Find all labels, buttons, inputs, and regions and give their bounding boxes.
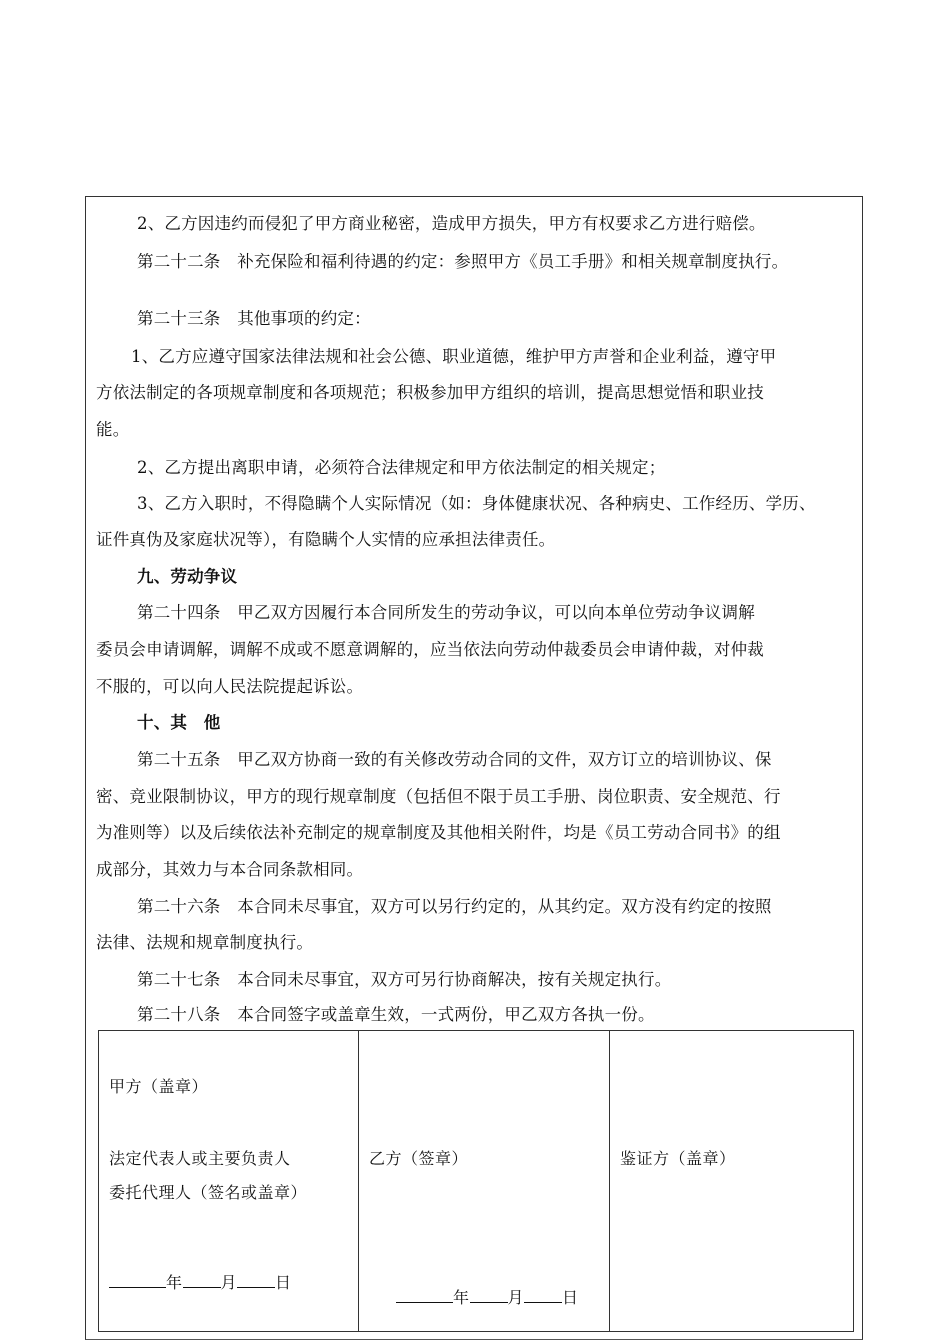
clause-text: 不服的，可以向人民法院提起诉讼。 [96,677,364,696]
clause-22: 第二十二条 补充保险和福利待遇的约定：参照甲方《员工手册》和相关规章制度执行。 [137,252,789,271]
clause-26: 第二十六条 本合同未尽事宜，双方可以另行约定的，从其约定。双方没有约定的按照 [137,897,772,916]
clause-text: 2、乙方提出离职申请，必须符合法律规定和甲方依法制定的相关规定； [137,458,666,477]
party-a-date [109,1273,292,1293]
clause-text: 证件真伪及家庭状况等），有隐瞒个人实情的应承担法律责任。 [96,530,556,549]
section-heading-other: 十、其 他 [137,713,221,732]
clause-text: 委员会申请调解，调解不成或不愿意调解的，应当依法向劳动仲裁委员会申请仲裁，对仲裁 [96,640,764,659]
clause-text: 成部分，其效力与本合同条款相同。 [96,860,364,879]
day-blank[interactable] [237,1273,275,1288]
month-blank[interactable] [183,1273,221,1288]
year-label: 年 [166,1273,183,1292]
year-label: 年 [453,1288,470,1307]
clause-text: 密、竞业限制协议，甲方的现行规章制度（包括但不限于员工手册、岗位职责、安全规范、行 [96,787,781,806]
month-label: 月 [220,1273,238,1292]
section-heading-labor-dispute: 九、劳动争议 [137,567,238,586]
clause-text: 2、乙方因违约而侵犯了甲方商业秘密，造成甲方损失，甲方有权要求乙方进行赔偿。 [137,214,766,233]
year-blank[interactable] [109,1273,166,1288]
party-b-cell [358,1031,609,1331]
signature-table [98,1030,854,1332]
year-blank[interactable] [396,1288,453,1303]
clause-text: 3、乙方入职时，不得隐瞒个人实际情况（如：身体健康状况、各种病史、工作经历、学历、 [137,494,816,513]
verifier-label: 鉴证方（盖章） [620,1149,736,1168]
clause-28: 第二十八条 本合同签字或盖章生效，一式两份，甲乙双方各执一份。 [137,1005,655,1024]
party-a-rep-label: 法定代表人或主要负责人 [109,1149,291,1168]
contract-page [85,196,863,1340]
party-a-agent-label: 委托代理人（签名或盖章） [109,1183,308,1202]
clause-text: 方依法制定的各项规章制度和各项规范；积极参加甲方组织的培训，提高思想觉悟和职业技 [96,383,764,402]
month-blank[interactable] [470,1288,508,1303]
party-a-cell [99,1031,358,1331]
party-a-label: 甲方（盖章） [109,1077,209,1096]
clause-25: 第二十五条 甲乙双方协商一致的有关修改劳动合同的文件，双方订立的培训协议、保 [137,750,772,769]
clause-text: 1、乙方应遵守国家法律法规和社会公德、职业道德，维护甲方声誉和企业利益，遵守甲 [131,347,777,366]
clause-23: 第二十三条 其他事项的约定： [137,309,371,328]
day-label: 日 [275,1273,292,1292]
clause-27: 第二十七条 本合同未尽事宜，双方可另行协商解决，按有关规定执行。 [137,970,672,989]
clause-text: 能。 [96,420,130,439]
clause-text: 为准则等）以及后续依法补充制定的规章制度及其他相关附件，均是《员工劳动合同书》的组 [96,823,781,842]
party-b-date [396,1288,579,1308]
party-b-label: 乙方（签章） [369,1149,469,1168]
day-blank[interactable] [524,1288,562,1303]
day-label: 日 [562,1288,579,1307]
verifier-cell [609,1031,853,1331]
clause-text: 法律、法规和规章制度执行。 [96,933,314,952]
month-label: 月 [507,1288,525,1307]
clause-24: 第二十四条 甲乙双方因履行本合同所发生的劳动争议，可以向本单位劳动争议调解 [137,603,755,622]
